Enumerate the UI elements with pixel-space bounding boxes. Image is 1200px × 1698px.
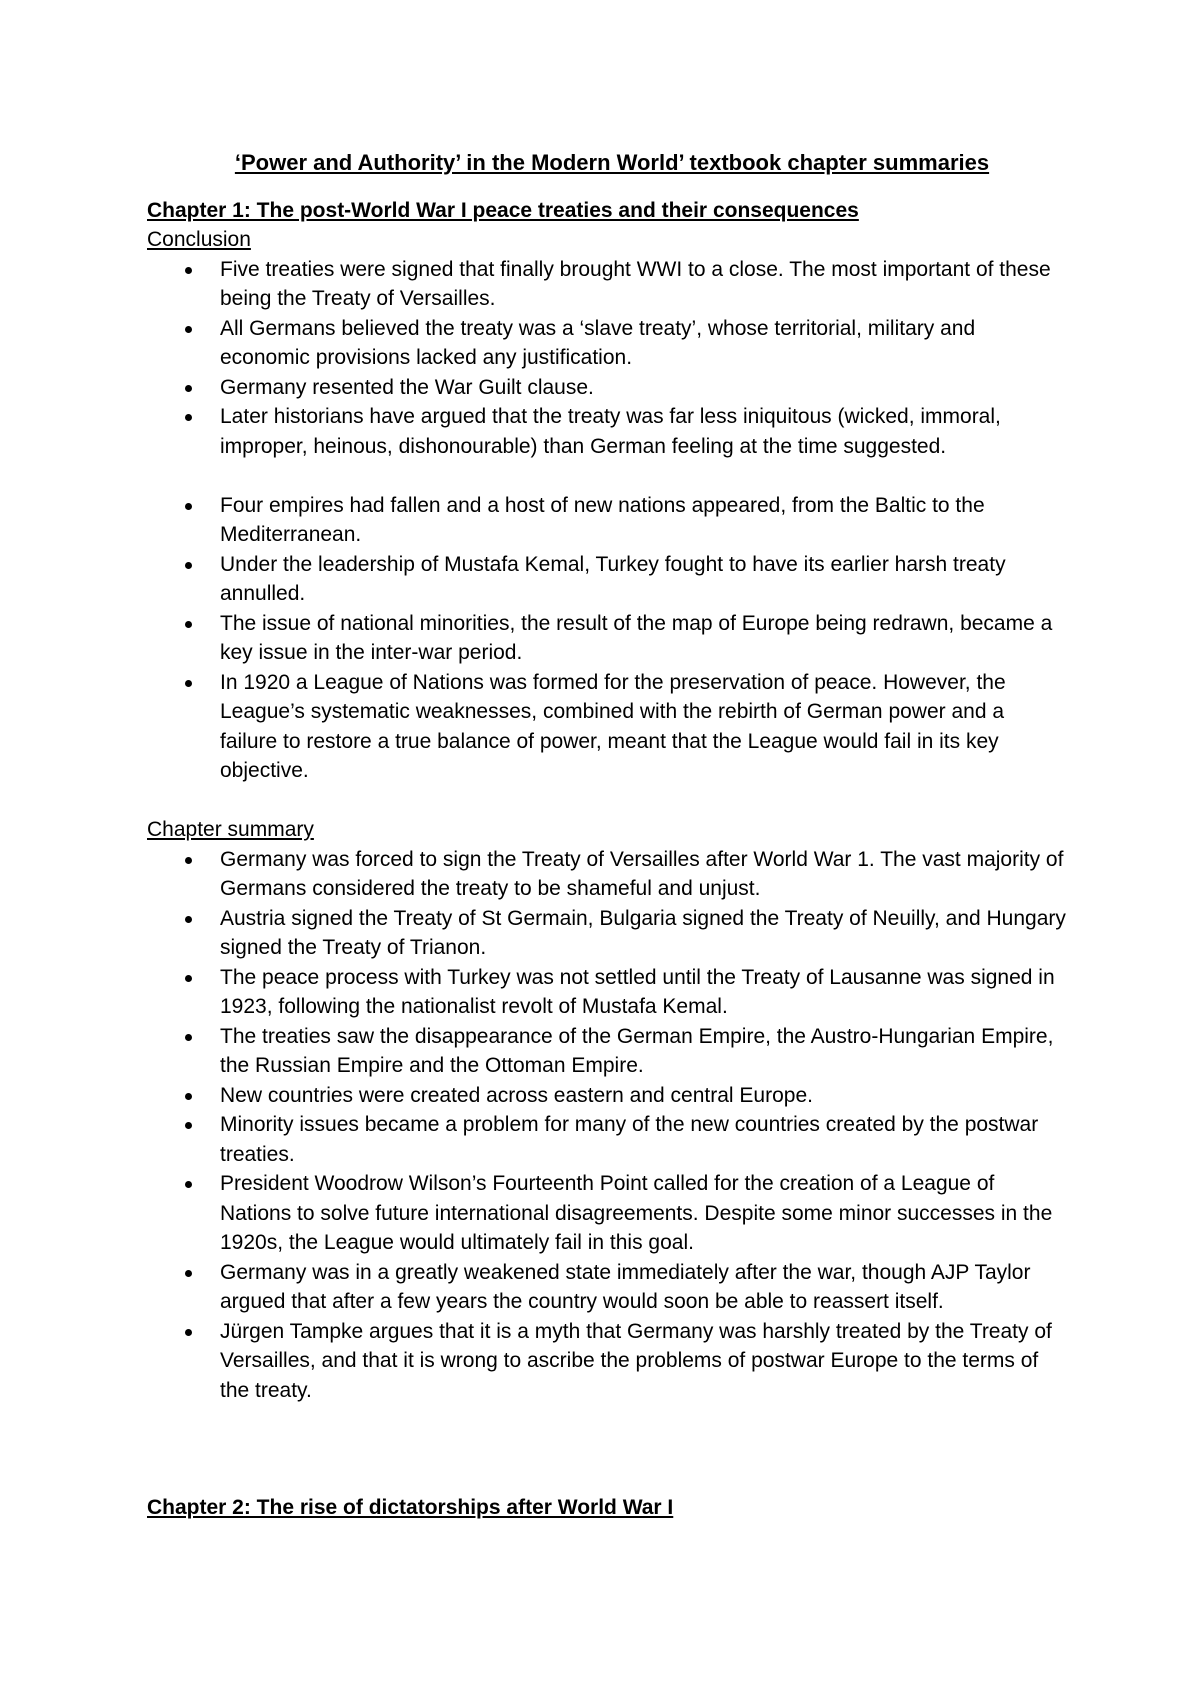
list-item-text: Later historians have argued that the treaty was far less iniquitous (wicked, immoral, improper, heinous, dishonourable) than German feeling at the time suggested. — [220, 405, 1001, 458]
list-item — [147, 963, 1067, 1022]
spacer — [147, 1405, 1067, 1493]
chapter-summary-heading: Chapter summary — [147, 818, 314, 841]
conclusion-list-2 — [147, 491, 1067, 786]
list-item — [147, 314, 1067, 373]
bullet-icon — [185, 562, 192, 569]
bullet-icon — [185, 975, 192, 982]
bullet-icon — [185, 1122, 192, 1129]
chapter-1-heading: Chapter 1: The post-World War I peace treaties and their consequences — [147, 198, 859, 222]
bullet-icon — [185, 916, 192, 923]
bullet-icon — [185, 503, 192, 510]
list-item — [147, 904, 1067, 963]
list-item — [147, 609, 1067, 668]
bullet-icon — [185, 1181, 192, 1188]
list-item-text: Under the leadership of Mustafa Kemal, Turkey fought to have its earlier harsh treaty annulled. — [220, 552, 1006, 605]
bullet-icon — [185, 857, 192, 864]
list-item — [147, 1317, 1067, 1406]
list-item — [147, 1110, 1067, 1169]
bullet-icon — [185, 326, 192, 333]
list-item-text: All Germans believed the treaty was a ‘slave treaty’, whose territorial, military and economic provisions lacked any justification. — [220, 316, 976, 369]
list-item-text: In 1920 a League of Nations was formed for the preservation of peace. However, the League’s systematic weaknesses, combined with the rebirth of German power and a failure to restore a true balance of power, meant that the League would fail in its key objective. — [220, 670, 1006, 782]
bullet-icon — [185, 414, 192, 421]
bullet-icon — [185, 680, 192, 687]
list-item — [147, 845, 1067, 904]
list-item — [147, 1258, 1067, 1317]
bullet-icon — [185, 267, 192, 274]
list-item — [147, 1022, 1067, 1081]
list-item — [147, 1081, 1067, 1111]
list-item-text: The peace process with Turkey was not settled until the Treaty of Lausanne was signed in 1923, following the nationalist revolt of Mustafa Kemal. — [220, 965, 1055, 1018]
list-item — [147, 373, 1067, 403]
bullet-icon — [185, 385, 192, 392]
bullet-icon — [185, 1093, 192, 1100]
list-item — [147, 491, 1067, 550]
list-item-text: New countries were created across eastern and central Europe. — [220, 1083, 813, 1107]
bullet-icon — [185, 1034, 192, 1041]
conclusion-heading: Conclusion — [147, 228, 251, 251]
bullet-icon — [185, 1329, 192, 1336]
list-item — [147, 1169, 1067, 1258]
list-item-text: Jürgen Tampke argues that it is a myth that Germany was harshly treated by the Treaty of Versailles, and that it is wrong to ascribe the problems of postwar Europe to the terms of the treaty. — [220, 1319, 1052, 1402]
list-item-text: Four empires had fallen and a host of new nations appeared, from the Baltic to the Mediterranean. — [220, 493, 985, 546]
summary-list — [147, 845, 1067, 1406]
list-item — [147, 668, 1067, 786]
bullet-icon — [185, 621, 192, 628]
document-title: ‘Power and Authority’ in the Modern World’ textbook chapter summaries — [234, 150, 990, 175]
list-item-text: Minority issues became a problem for many of the new countries created by the postwar treaties. — [220, 1113, 1039, 1166]
list-item — [147, 550, 1067, 609]
list-item-text: Germany resented the War Guilt clause. — [220, 375, 594, 399]
list-item-text: Five treaties were signed that finally brought WWI to a close. The most important of these being the Treaty of Versailles. — [220, 257, 1051, 310]
list-item-text: Germany was forced to sign the Treaty of Versailles after World War 1. The vast majority of Germans considered the treaty to be shameful and unjust. — [220, 847, 1064, 900]
bullet-icon — [185, 1270, 192, 1277]
spacer — [147, 786, 1067, 816]
list-item-text: The issue of national minorities, the result of the map of Europe being redrawn, became a key issue in the inter-war period. — [220, 611, 1053, 664]
list-item-text: Austria signed the Treaty of St Germain, Bulgaria signed the Treaty of Neuilly, and Hungary signed the Treaty of Trianon. — [220, 906, 1066, 959]
list-item-text: Germany was in a greatly weakened state immediately after the war, though AJP Taylor argued that after a few years the country would soon be able to reassert itself. — [220, 1260, 1031, 1313]
list-item-text: President Woodrow Wilson’s Fourteenth Point called for the creation of a League of Nations to solve future international disagreements. Despite some minor successes in the 1920s, the League would ultimately fail in this goal. — [220, 1172, 1053, 1254]
list-item — [147, 255, 1067, 314]
conclusion-list-1 — [147, 255, 1067, 462]
document-page — [147, 148, 1067, 1523]
list-item — [147, 402, 1067, 461]
spacer — [147, 461, 1067, 491]
list-item-text: The treaties saw the disappearance of the German Empire, the Austro-Hungarian Empire, the Russian Empire and the Ottoman Empire. — [220, 1024, 1054, 1077]
chapter-2-heading: Chapter 2: The rise of dictatorships after World War I — [147, 1496, 674, 1519]
